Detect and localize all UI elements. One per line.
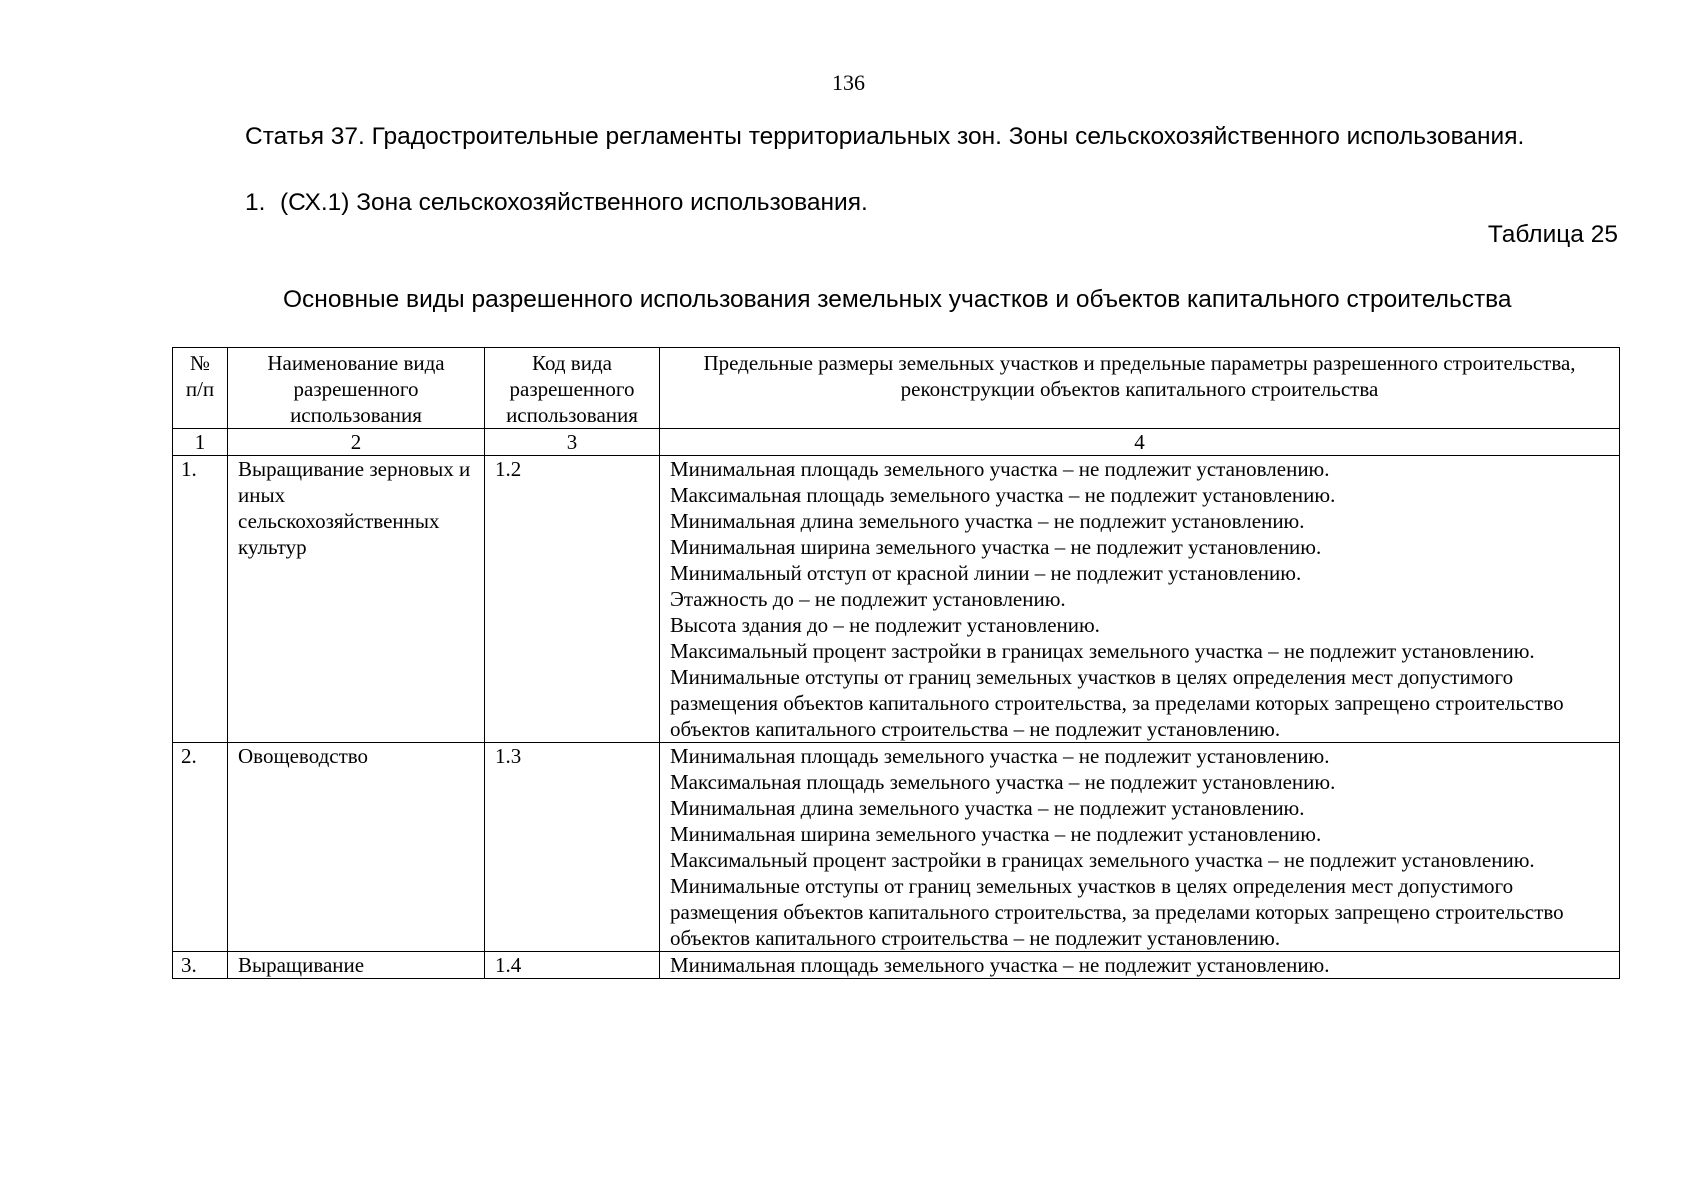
column-number: 1: [173, 429, 228, 456]
parameter-line: Максимальная площадь земельного участка – не подлежит установлению.: [670, 483, 1336, 507]
parameter-line: Минимальная длина земельного участка – не подлежит установлению.: [670, 796, 1305, 820]
table-row: [173, 743, 1620, 952]
use-name: Выращивание зерновых и иных сельскохозяйственных культур: [228, 456, 485, 743]
header-parameters: Предельные размеры земельных участков и предельные параметры разрешенного строительства, реконструкции объектов капитального строительства: [660, 348, 1620, 429]
parameter-line: Минимальная площадь земельного участка – не подлежит установлению.: [670, 744, 1330, 768]
column-number: 2: [228, 429, 485, 456]
regulations-table: [172, 347, 1620, 979]
parameters-cell: [660, 743, 1620, 952]
zone-name: (СХ.1) Зона сельскохозяйственного использования.: [280, 189, 868, 216]
row-number: 3.: [173, 952, 228, 979]
use-code: 1.3: [485, 743, 660, 952]
parameters-cell: [660, 456, 1620, 743]
use-code: 1.2: [485, 456, 660, 743]
column-number: 4: [660, 429, 1620, 456]
header-number: № п/п: [173, 348, 228, 429]
parameter-line: Минимальная ширина земельного участка – не подлежит установлению.: [670, 535, 1322, 559]
use-code: 1.4: [485, 952, 660, 979]
parameters-cell: [660, 952, 1620, 979]
table-number: Таблица 25: [1487, 221, 1618, 248]
parameter-line: Максимальная площадь земельного участка – не подлежит установлению.: [670, 770, 1336, 794]
parameter-line: Минимальная длина земельного участка – не подлежит установлению.: [670, 509, 1305, 533]
column-number: 3: [485, 429, 660, 456]
zone-number: 1.: [245, 189, 266, 216]
page-number: 136: [832, 70, 865, 95]
table-header-row: [173, 348, 1620, 429]
parameter-line: Этажность до – не подлежит установлению.: [670, 587, 1066, 611]
table-caption: Основные виды разрешенного использования земельных участков и объектов капитального строительства: [283, 286, 1512, 313]
parameter-line: Минимальные отступы от границ земельных участков в целях определения мест допустимого размещения объектов капитального строительства, за пределами которых запрещено строительство объектов капитального строительства – не подлежит установлению.: [670, 665, 1564, 741]
row-number: 2.: [173, 743, 228, 952]
parameter-line: Минимальные отступы от границ земельных участков в целях определения мест допустимого размещения объектов капитального строительства, за пределами которых запрещено строительство объектов капитального строительства – не подлежит установлению.: [670, 874, 1564, 950]
header-use-name: Наименование вида разрешенного использования: [228, 348, 485, 429]
zone-title: [245, 188, 868, 218]
parameter-line: Максимальный процент застройки в границах земельного участка – не подлежит установлению.: [670, 639, 1535, 663]
parameter-line: Минимальная площадь земельного участка – не подлежит установлению.: [670, 457, 1330, 481]
parameter-line: Максимальный процент застройки в границах земельного участка – не подлежит установлению.: [670, 848, 1535, 872]
header-use-code: Код вида разрешенного использования: [485, 348, 660, 429]
parameter-line: Минимальный отступ от красной линии – не подлежит установлению.: [670, 561, 1302, 585]
parameter-line: Минимальная ширина земельного участка – не подлежит установлению.: [670, 822, 1322, 846]
use-name: Выращивание: [228, 952, 485, 979]
table-row: [173, 456, 1620, 743]
article-title: Статья 37. Градостроительные регламенты территориальных зон. Зоны сельскохозяйственного использования.: [245, 123, 1525, 150]
table-row: [173, 952, 1620, 979]
column-number-row: [173, 429, 1620, 456]
row-number: 1.: [173, 456, 228, 743]
parameter-line: Высота здания до – не подлежит установлению.: [670, 613, 1100, 637]
parameter-line: Минимальная площадь земельного участка – не подлежит установлению.: [670, 953, 1330, 977]
use-name: Овощеводство: [228, 743, 485, 952]
